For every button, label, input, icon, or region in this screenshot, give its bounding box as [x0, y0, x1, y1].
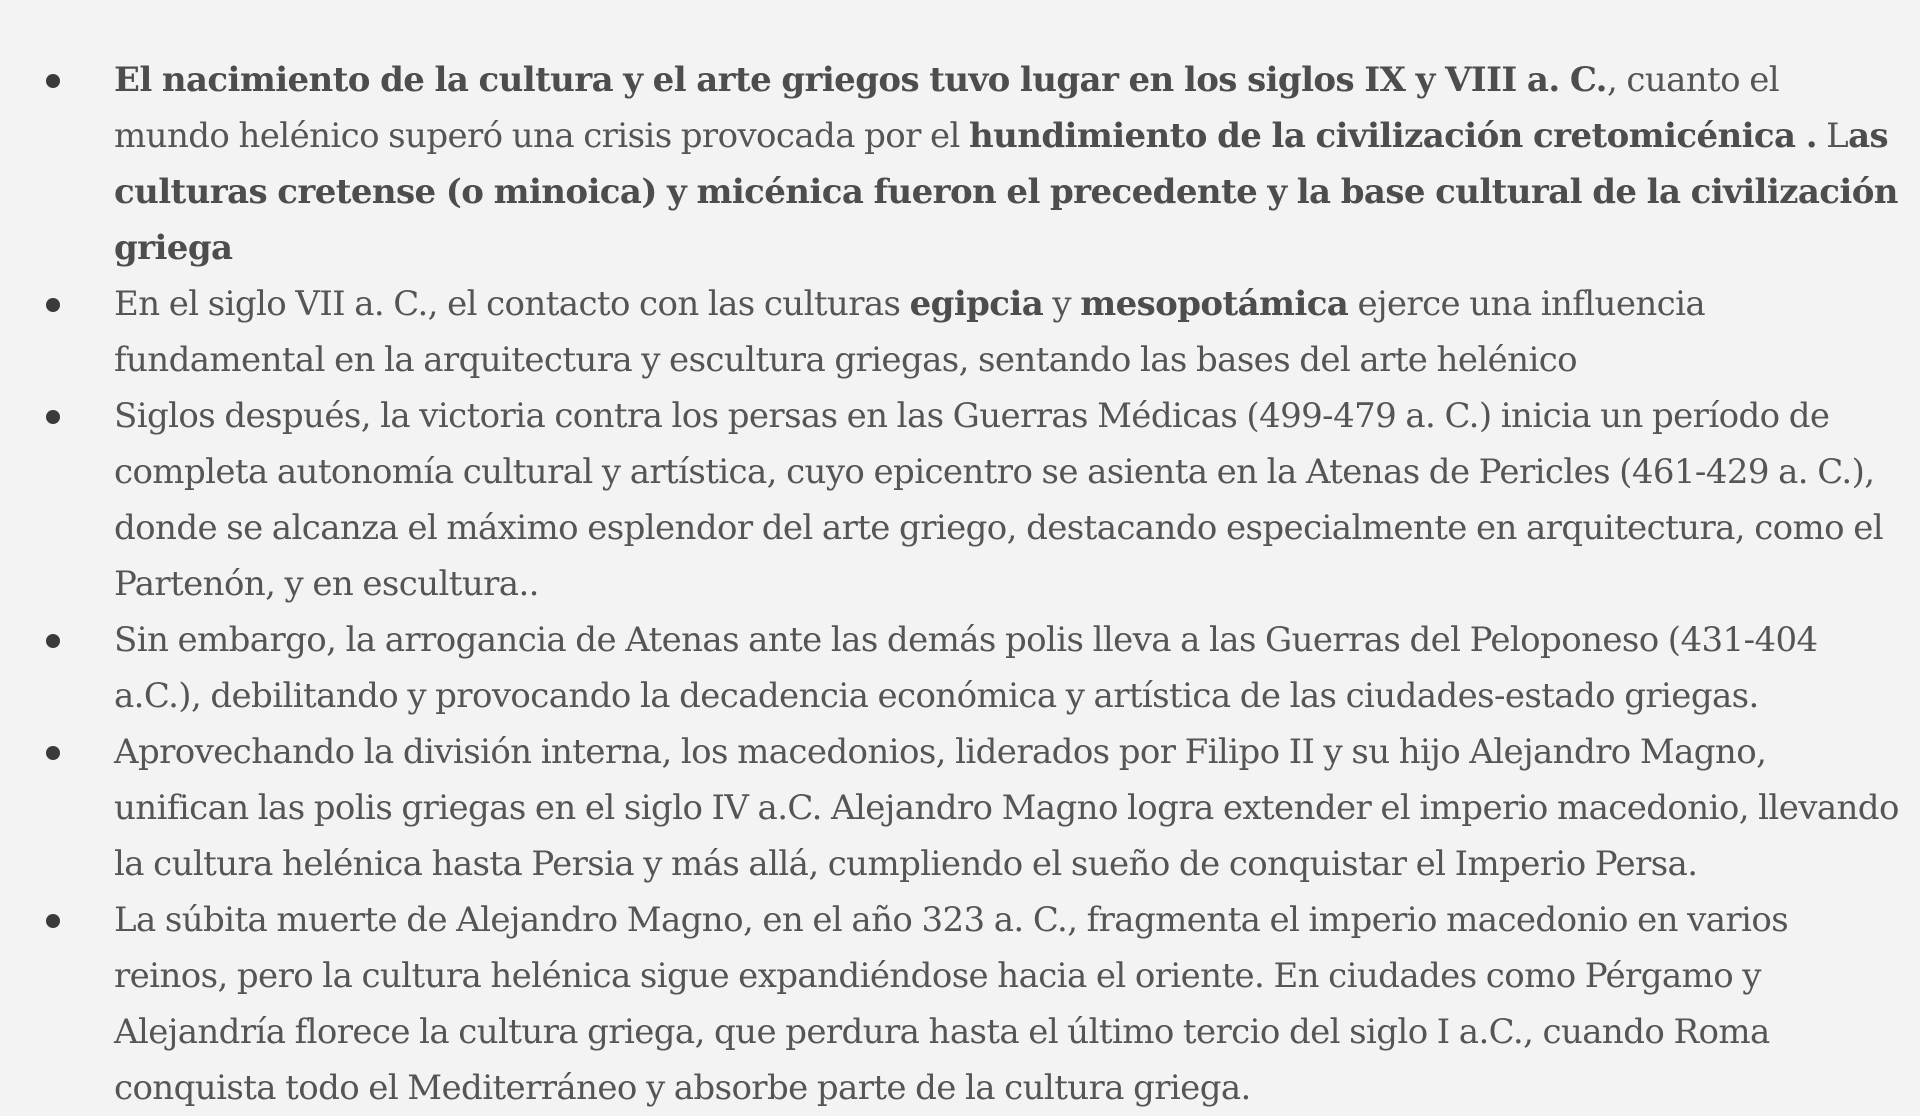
text-segment: Aprovechando la división interna, los macedonios, liderados por Filipo II y su hijo Alejandro Magno, unifican las polis griegas en el siglo IV a.C. Alejandro Magno logra extender el imperio macedonio, llevando la cultura helénica hasta Persia y más allá, cumpliendo el sueño de conquistar el Imperio Persa. [114, 732, 1899, 884]
bold-text: mesopotámica [1080, 284, 1349, 324]
bullet-item [40, 612, 1900, 724]
text-segment: ejerce una influencia fundamental en la arquitectura y escultura griegas, sentando las bases del arte helénico [114, 284, 1706, 380]
bullet-text [114, 892, 1900, 1116]
bullet-dot-icon [46, 914, 60, 928]
text-segment: En el siglo VII a. C., el contacto con las culturas [114, 284, 910, 324]
bullet-item [40, 892, 1900, 1116]
bold-text: hundimiento de la civilización cretomicénica . [968, 116, 1817, 156]
bullet-dot-icon [46, 634, 60, 648]
text-segment: Siglos después, la victoria contra los persas en las Guerras Médicas (499-479 a. C.) inicia un período de completa autonomía cultural y artística, cuyo epicentro se asienta en la Atenas de Pericles (461-429 a. C.), donde se alcanza el máximo esplendor del arte griego, destacando especialmente en arquitectura, como el Partenón, y en escultura.. [114, 396, 1884, 604]
bullet-dot-icon [46, 74, 60, 88]
bullet-item [40, 724, 1900, 892]
text-segment: La súbita muerte de Alejandro Magno, en el año 323 a. C., fragmenta el imperio macedonio en varios reinos, pero la cultura helénica sigue expandiéndose hacia el oriente. En ciudades como Pérgamo y Alejandría florece la cultura griega, que perdura hasta el último tercio del siglo I a.C., cuando Roma conquista todo el Mediterráneo y absorbe parte de la cultura griega. [114, 900, 1789, 1108]
bullet-dot-icon [46, 410, 60, 424]
bullet-text [114, 612, 1900, 724]
text-segment: y [1043, 284, 1081, 324]
bold-text: egipcia [909, 284, 1044, 324]
bullet-text [114, 52, 1900, 276]
text-segment: , cuanto el mundo helénico superó una crisis provocada por el [114, 60, 1779, 156]
bold-text: El nacimiento de la cultura y el arte griegos tuvo lugar en los siglos IX y VIII a. C. [114, 60, 1607, 100]
text-segment: L [1816, 116, 1849, 156]
bold-text: as culturas cretense (o minoica) y micénica fueron el precedente y la base cultural de la civilización griega [114, 116, 1898, 268]
text-segment: Sin embargo, la arrogancia de Atenas ante las demás polis lleva a las Guerras del Peloponeso (431-404 a.C.), debilitando y provocando la decadencia económica y artística de las ciudades-estado griegas. [114, 620, 1818, 716]
bullet-list [40, 52, 1900, 1116]
bullet-item [40, 52, 1900, 276]
bullet-dot-icon [46, 746, 60, 760]
bullet-dot-icon [46, 298, 60, 312]
bullet-text [114, 724, 1900, 892]
bullet-item [40, 388, 1900, 612]
bullet-text [114, 388, 1900, 612]
bullet-text [114, 276, 1900, 388]
bullet-item [40, 276, 1900, 388]
